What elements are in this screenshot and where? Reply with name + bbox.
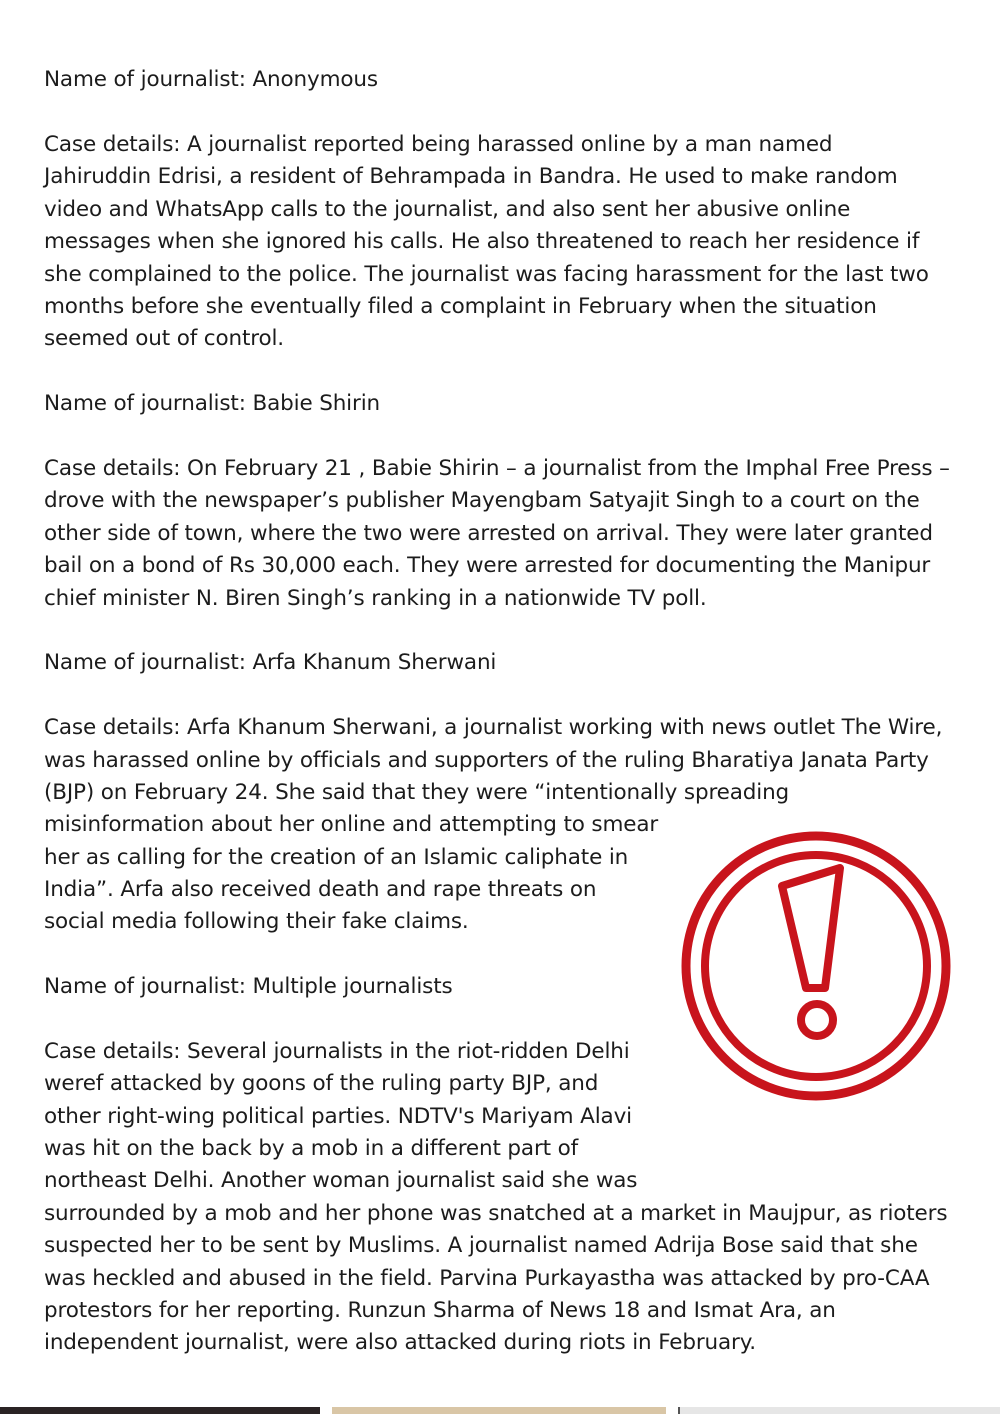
journalist-name-line: Name of journalist: Babie Shirin: [44, 391, 380, 416]
case-details-line: (BJP) on February 24. She said that they were “intentionally spreading: [44, 780, 790, 805]
case-details-line: was heckled and abused in the field. Parvina Purkayastha was attacked by pro-CAA: [44, 1266, 930, 1291]
warning-exclamation-icon: [678, 828, 954, 1104]
case-details-line: she complained to the police. The journalist was facing harassment for the last two: [44, 262, 929, 287]
case-details-line: social media following their fake claims.: [44, 909, 469, 934]
case-details-line: her as calling for the creation of an Islamic caliphate in: [44, 845, 629, 870]
bottom-image-strip: [0, 1407, 320, 1414]
case-details-line: months before she eventually filed a complaint in February when the situation: [44, 294, 877, 319]
case-details-line: chief minister N. Biren Singh’s ranking in a nationwide TV poll.: [44, 586, 707, 611]
case-details-line: independent journalist, were also attacked during riots in February.: [44, 1330, 756, 1355]
case-details-line: Case details: A journalist reported being harassed online by a man named: [44, 132, 833, 157]
case-details-line: protestors for her reporting. Runzun Sharma of News 18 and Ismat Ara, an: [44, 1298, 836, 1323]
case-details-line: Case details: Several journalists in the riot-ridden Delhi: [44, 1039, 630, 1064]
case-details-line: Case details: On February 21 , Babie Shirin – a journalist from the Imphal Free Press –: [44, 456, 950, 481]
case-details-line: bail on a bond of Rs 30,000 each. They were arrested for documenting the Manipur: [44, 553, 931, 578]
bottom-image-strip: [332, 1407, 666, 1414]
case-details-line: weref attacked by goons of the ruling party BJP, and: [44, 1071, 599, 1096]
case-details-line: northeast Delhi. Another woman journalist said she was: [44, 1168, 638, 1193]
case-details-line: video and WhatsApp calls to the journalist, and also sent her abusive online: [44, 197, 851, 222]
journalist-name-line: Name of journalist: Arfa Khanum Sherwani: [44, 650, 497, 675]
case-details-line: misinformation about her online and attempting to smear: [44, 812, 659, 837]
case-details-line: seemed out of control.: [44, 326, 284, 351]
case-details-line: suspected her to be sent by Muslims. A journalist named Adrija Bose said that she: [44, 1233, 918, 1258]
case-details-line: surrounded by a mob and her phone was snatched at a market in Maujpur, as rioters: [44, 1201, 948, 1226]
case-details-line: Jahiruddin Edrisi, a resident of Behrampada in Bandra. He used to make random: [44, 164, 898, 189]
journalist-name-line: Name of journalist: Anonymous: [44, 67, 378, 92]
case-details-line: was hit on the back by a mob in a different part of: [44, 1136, 579, 1161]
case-details-line: Case details: Arfa Khanum Sherwani, a journalist working with news outlet The Wire,: [44, 715, 943, 740]
bottom-image-strip: [678, 1407, 1000, 1414]
case-details-line: other side of town, where the two were arrested on arrival. They were later granted: [44, 521, 933, 546]
case-details-line: messages when she ignored his calls. He also threatened to reach her residence if: [44, 229, 920, 254]
case-details-line: drove with the newspaper’s publisher Mayengbam Satyajit Singh to a court on the: [44, 488, 920, 513]
journalist-name-line: Name of journalist: Multiple journalists: [44, 974, 453, 999]
case-details-line: India”. Arfa also received death and rape threats on: [44, 877, 597, 902]
case-details-line: other right-wing political parties. NDTV's Mariyam Alavi: [44, 1104, 632, 1129]
case-details-line: was harassed online by officials and supporters of the ruling Bharatiya Janata Party: [44, 748, 929, 773]
